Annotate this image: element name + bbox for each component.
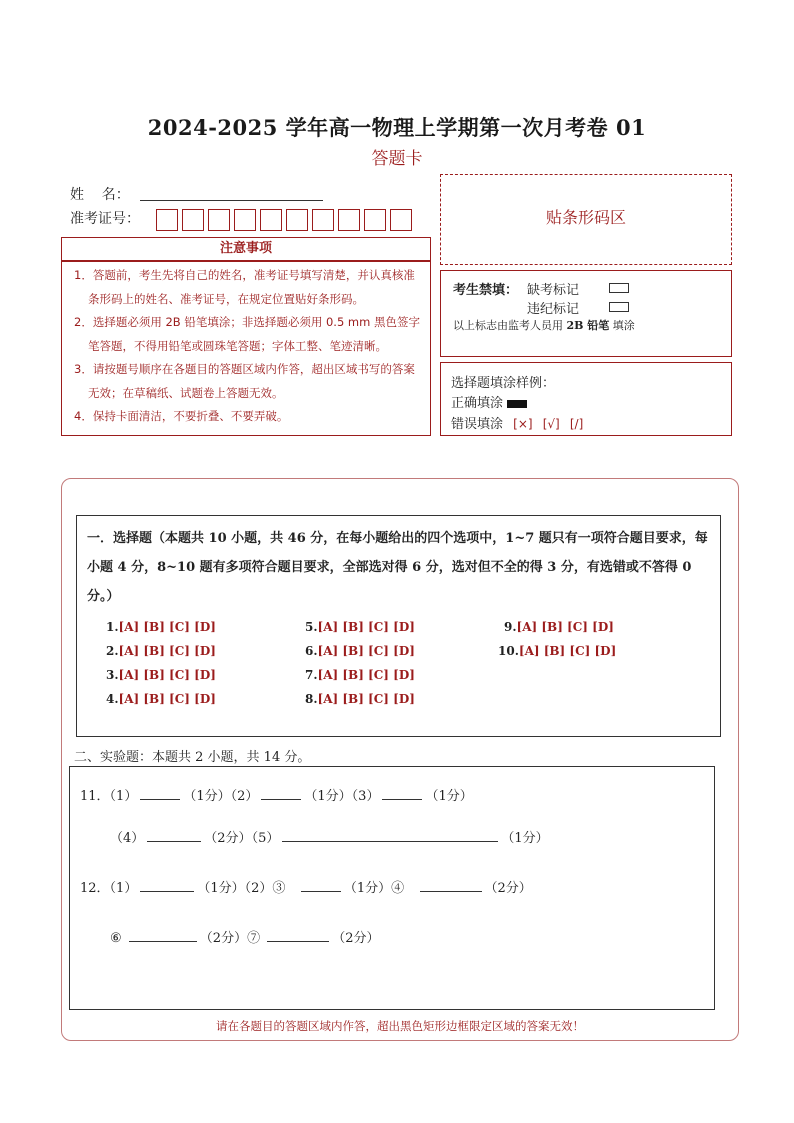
mcq-question[interactable]: 4.[A] [B] [C] [D]: [106, 692, 216, 706]
q12-line-1: 12．（1） （1分）（2）③ （1分）④ （2分）: [80, 881, 532, 896]
absent-label: 缺考标记: [527, 283, 580, 298]
absent-mark-box[interactable]: [609, 283, 629, 293]
answer-blank[interactable]: [140, 787, 180, 800]
notice-heading-box: [61, 237, 431, 261]
answer-blank[interactable]: [140, 879, 194, 892]
correct-fill-row: [451, 392, 527, 411]
mcq-question[interactable]: 7.[A] [B] [C] [D]: [305, 668, 415, 682]
wrong-mark-slash: [/]: [569, 417, 584, 431]
violation-label: 违纪标记: [527, 302, 580, 317]
experiment-heading: 二、实验题：本题共 2 小题，共 14 分。: [74, 750, 311, 765]
id-digit-box[interactable]: [390, 209, 412, 231]
q12-line-2: ⑥ （2分）⑦ （2分）: [110, 931, 380, 946]
correct-fill-label: 正确填涂: [451, 396, 504, 411]
mcq-question[interactable]: 9.[A] [B] [C] [D]: [504, 620, 614, 634]
notice-item: 4．保持卡面清洁，不要折叠、不要弄破。: [74, 409, 289, 423]
notice-heading: 注意事项: [219, 241, 272, 256]
answer-blank[interactable]: [382, 787, 422, 800]
answer-blank[interactable]: [420, 879, 482, 892]
id-digit-box[interactable]: [156, 209, 178, 231]
mcq-question[interactable]: 6.[A] [B] [C] [D]: [305, 644, 415, 658]
mcq-question[interactable]: 1.[A] [B] [C] [D]: [106, 620, 216, 634]
mcq-question[interactable]: 3.[A] [B] [C] [D]: [106, 668, 216, 682]
mcq-instructions: 一．选择题（本题共 10 小题，共 46 分，在每小题给出的四个选项中，1~7 题只有一项符合题目要求，每小题 4 分，8~10 题有多项符合题目要求，全部选对得 6 分，选对但不全的得 3 分，有选错或不答得 0 分。）: [87, 531, 708, 604]
fill-example-box: [440, 362, 732, 436]
notice-item: 1．答题前，考生先将自己的姓名，准考证号填写清楚，并认真核准条形码上的姓名、准考证号，在规定位置贴好条形码。: [74, 268, 415, 306]
wrong-fill-row: [451, 413, 583, 432]
mcq-box: [76, 515, 721, 737]
note-pencil: 2B 铅笔: [566, 319, 610, 332]
filled-mark-icon: [507, 400, 527, 408]
id-boxes[interactable]: [156, 209, 426, 231]
answer-blank[interactable]: [129, 929, 197, 942]
id-digit-box[interactable]: [234, 209, 256, 231]
answer-blank[interactable]: [267, 929, 329, 942]
name-field[interactable]: [140, 200, 323, 201]
exam-marks-note: [453, 317, 635, 333]
q11-line-1: 11．（1） （1分）（2） （1分）（3） （1分）: [80, 789, 473, 804]
barcode-area: [440, 174, 732, 265]
name-label: 姓 名：: [70, 187, 130, 203]
id-digit-box[interactable]: [364, 209, 386, 231]
mcq-question[interactable]: 2.[A] [B] [C] [D]: [106, 644, 216, 658]
q11-line-2: （4） （2分）（5） （1分）: [110, 831, 549, 846]
wrong-mark-check: [√]: [542, 417, 560, 431]
experiment-box: [69, 766, 715, 1010]
notice-box: [61, 261, 431, 436]
mcq-question[interactable]: 5.[A] [B] [C] [D]: [305, 620, 415, 634]
footer-note: 请在各题目的答题区域内作答，超出黑色矩形边框限定区域的答案无效！: [216, 1019, 584, 1033]
id-digit-box[interactable]: [312, 209, 334, 231]
notice-item: 2．选择题必须用 2B 铅笔填涂；非选择题必须用 0.5 mm 黑色签字笔答题，不得用铅笔或圆珠笔答题；字体工整、笔迹清晰。: [74, 315, 420, 353]
barcode-label: 贴条形码区: [545, 208, 626, 227]
notice-item: 3．请按题号顺序在各题目的答题区域内作答，超出区域书写的答案无效；在草稿纸、试题卷上答题无效。: [74, 362, 415, 400]
mcq-question[interactable]: 10.[A] [B] [C] [D]: [498, 644, 617, 658]
exam-marks-box: [440, 270, 732, 357]
mcq-question[interactable]: 8.[A] [B] [C] [D]: [305, 692, 415, 706]
fill-example-heading: 选择题填涂样例：: [451, 376, 556, 391]
wrong-fill-label: 错误填涂: [451, 417, 504, 432]
id-digit-box[interactable]: [182, 209, 204, 231]
answer-blank[interactable]: [301, 879, 341, 892]
id-digit-box[interactable]: [260, 209, 282, 231]
note-prefix: 以上标志由监考人员用: [453, 319, 563, 332]
page-subtitle: 答题卡: [371, 149, 423, 169]
id-digit-box[interactable]: [286, 209, 308, 231]
id-label: 准考证号：: [70, 211, 140, 227]
page-title: 2024-2025 学年高一物理上学期第一次月考卷 01: [147, 115, 647, 140]
answer-blank[interactable]: [147, 829, 201, 842]
id-digit-box[interactable]: [208, 209, 230, 231]
note-suffix: 填涂: [612, 319, 635, 332]
exam-marks-label: 考生禁填：: [453, 283, 519, 298]
answer-blank[interactable]: [261, 787, 301, 800]
wrong-mark-cross: [×]: [513, 417, 533, 431]
id-digit-box[interactable]: [338, 209, 360, 231]
answer-blank[interactable]: [282, 829, 498, 842]
violation-mark-box[interactable]: [609, 302, 629, 312]
